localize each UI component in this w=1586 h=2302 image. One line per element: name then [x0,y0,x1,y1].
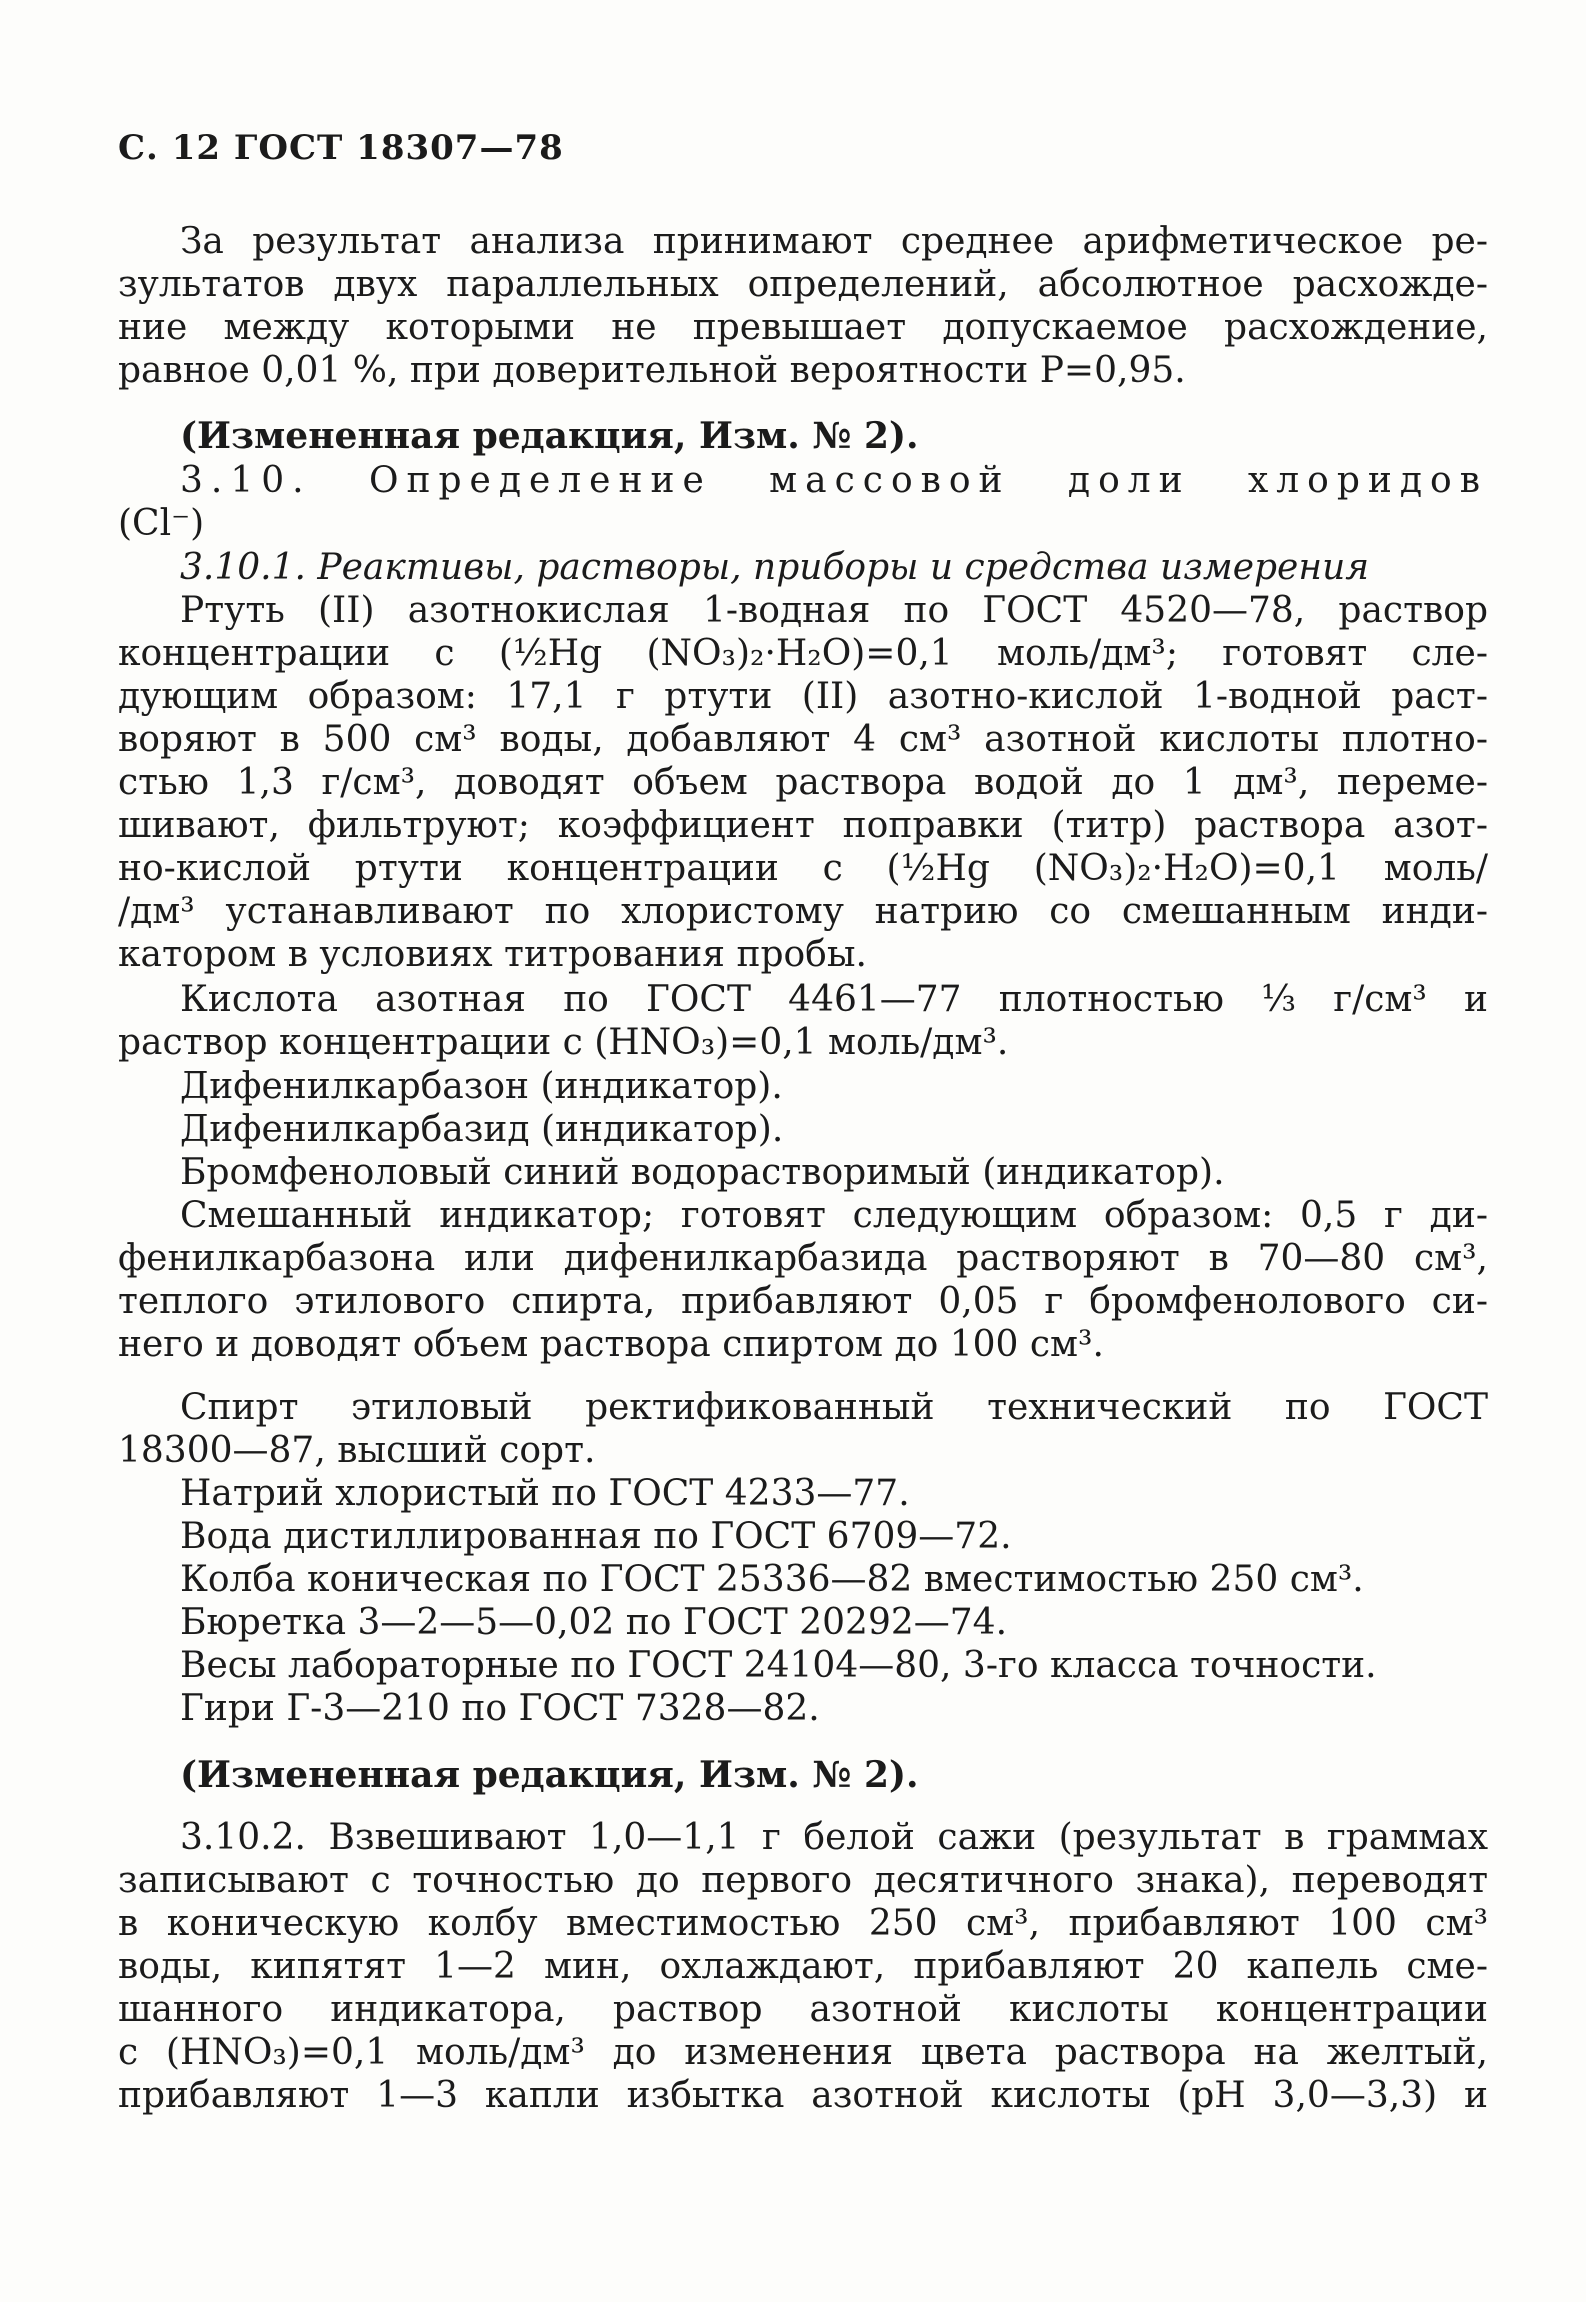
text-line: воряют в 500 см³ воды, добавляют 4 см³ азотной кислоты плотно- [118,719,1488,760]
text-line: 3.10.2. Взвешивают 1,0—1,1 г белой сажи (результат в граммах [180,1817,1488,1858]
amendment-note: (Измененная редакция, Изм. № 2). [180,1754,919,1796]
text-line: прибавляют 1—3 капли избытка азотной кислоты (pH 3,0—3,3) и [118,2075,1488,2116]
text-line: Колба коническая по ГОСТ 25336—82 вместимостью 250 см³. [180,1559,1364,1600]
text-line: теплого этилового спирта, прибавляют 0,05 г бромфенолового си- [118,1281,1488,1322]
text-line: 18300—87, высший сорт. [118,1430,596,1471]
text-line: c (HNO₃)=0,1 моль/дм³ до изменения цвета раствора на желтый, [118,2032,1488,2073]
text-line: зультатов двух параллельных определений, абсолютное расхожде- [118,264,1488,305]
text-line: в коническую колбу вместимостью 250 см³, прибавляют 100 см³ [118,1903,1488,1944]
text-line: Ртуть (II) азотнокислая 1-водная по ГОСТ 4520—78, раствор [180,590,1488,631]
text-line: шанного индикатора, раствор азотной кислоты концентрации [118,1989,1488,2030]
text-line: но-кислой ртути концентрации c (½Hg (NO₃)₂·H₂O)=0,1 моль/ [118,848,1488,889]
text-line: /дм³ устанавливают по хлористому натрию со смешанным инди- [118,891,1488,932]
text-line: концентрации c (½Hg (NO₃)₂·H₂O)=0,1 моль/дм³; готовят сле- [118,633,1488,674]
text-line: Гири Г-3—210 по ГОСТ 7328—82. [180,1688,820,1729]
text-line: равное 0,01 %, при доверительной вероятности P=0,95. [118,350,1186,391]
text-line: Дифенилкарбазон (индикатор). [180,1066,783,1107]
text-line: Бюретка 3—2—5—0,02 по ГОСТ 20292—74. [180,1602,1008,1643]
amendment-note: (Измененная редакция, Изм. № 2). [180,415,919,457]
text-line: Бромфеноловый синий водорастворимый (индикатор). [180,1152,1225,1193]
text-line: ние между которыми не превышает допускаемое расхождение, [118,307,1488,348]
text-line: воды, кипятят 1—2 мин, охлаждают, прибавляют 20 капель сме- [118,1946,1488,1987]
text-line: стью 1,3 г/см³, доводят объем раствора водой до 1 дм³, переме- [118,762,1488,803]
text-line: Кислота азотная по ГОСТ 4461—77 плотностью ⅓ г/см³ и [180,979,1488,1020]
page-header: С. 12 ГОСТ 18307—78 [118,128,564,168]
text-line: него и доводят объем раствора спиртом до 100 см³. [118,1324,1104,1365]
text-line: раствор концентрации c (HNO₃)=0,1 моль/дм³. [118,1022,1009,1063]
text-line: (Cl⁻) [118,503,205,544]
text-line: 3.10. Определение массовой доли хлоридов [180,460,1488,501]
text-line: дующим образом: 17,1 г ртути (II) азотно-кислой 1-водной раст- [118,676,1488,717]
text-line: Дифенилкарбазид (индикатор). [180,1109,784,1150]
text-line: Спирт этиловый ректификованный технический по ГОСТ [180,1387,1488,1428]
text-line: Смешанный индикатор; готовят следующим образом: 0,5 г ди- [180,1195,1488,1236]
text-line: Вода дистиллированная по ГОСТ 6709—72. [180,1516,1012,1557]
text-line: За результат анализа принимают среднее арифметическое ре- [180,221,1488,262]
text-line: Весы лабораторные по ГОСТ 24104—80, 3-го класса точности. [180,1645,1377,1686]
text-line: Натрий хлористый по ГОСТ 4233—77. [180,1473,910,1514]
text-line: записывают с точностью до первого десятичного знака), переводят [118,1860,1488,1901]
text-line: фенилкарбазона или дифенилкарбазида растворяют в 70—80 см³, [118,1238,1488,1279]
section-subheading: 3.10.1. Реактивы, растворы, приборы и средства измерения [180,547,1370,588]
text-line: шивают, фильтруют; коэффициент поправки (титр) раствора азот- [118,805,1488,846]
text-line: катором в условиях титрования пробы. [118,934,867,975]
